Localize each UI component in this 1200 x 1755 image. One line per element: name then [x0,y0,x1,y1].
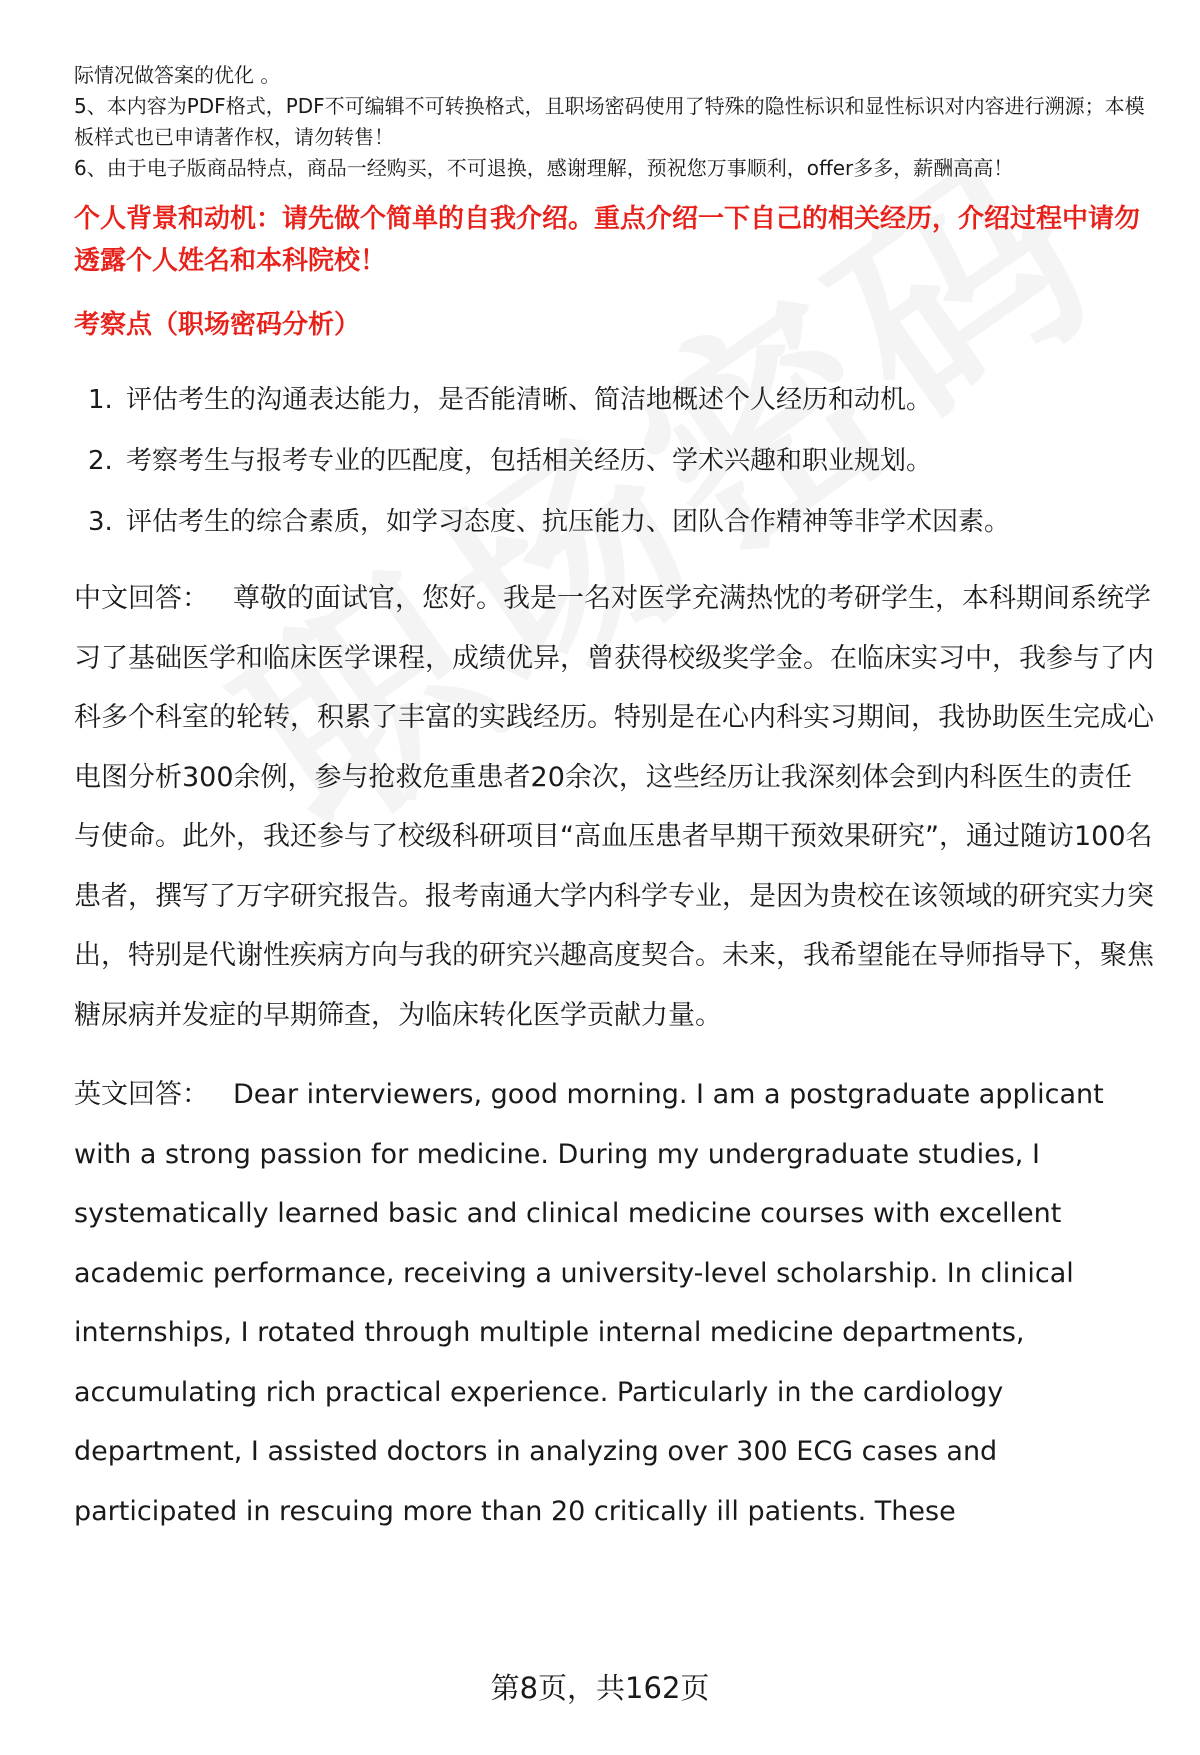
note-line: 5、本内容为PDF格式，PDF不可编辑不可转换格式，且职场密码使用了特殊的隐性标识和显性标识对内容进行溯源；本模板样式也已申请著作权，请勿转售！ [74,94,1145,149]
english-answer-text: Dear interviewers, good morning. I am a postgraduate applicant with a strong passion for medicine. During my undergraduate studies, I systematically learned basic and clinical medicine courses with excellent academic performance, receiving a university-level scholarship. In clinical internships, I rotated through multiple internal medicine departments, accumulating rich practical experience. Particularly in the cardiology department, I assisted doctors in analyzing over 300 ECG cases and participated in rescuing more than 20 critically ill patients. These [74,1079,1104,1527]
list-item-number: 3. [88,507,113,537]
focus-heading: 考察点（职场密码分析） [74,310,361,340]
question-heading: 个人背景和动机：请先做个简单的自我介绍。重点介绍一下自己的相关经历，介绍过程中请勿透露个人姓名和本科院校！ [74,204,1141,276]
list-item-text: 评估考生的沟通表达能力，是否能清晰、简洁地概述个人经历和动机。 [126,385,933,415]
note-line: 6、由于电子版商品特点，商品一经购买，不可退换，感谢理解，预祝您万事顺利，offer多多，薪酬高高！ [74,156,1014,180]
english-answer-label: 英文回答： [74,1079,209,1110]
chinese-answer-label: 中文回答： [74,583,209,614]
list-item-number: 1. [88,385,113,415]
note-line: 际情况做答案的优化 。 [74,63,281,87]
focus-points-list [74,370,1154,553]
page-content [74,60,1154,1541]
list-item-number: 2. [88,446,113,476]
list-item-text: 考察考生与报考专业的匹配度，包括相关经历、学术兴趣和职业规划。 [126,446,933,476]
list-item [88,370,1154,431]
list-item [88,492,1154,553]
chinese-answer [74,569,1154,1045]
list-item [88,431,1154,492]
page-number: 第8页，共162页 [490,1671,710,1705]
chinese-answer-text: 尊敬的面试官，您好。我是一名对医学充满热忱的考研学生，本科期间系统学习了基础医学和临床医学课程，成绩优异，曾获得校级奖学金。在临床实习中，我参与了内科多个科室的轮转，积累了丰富的实践经历。特别是在心内科实习期间，我协助医生完成心电图分析300余例，参与抢救危重患者20余次，这些经历让我深刻体会到内科医生的责任与使命。此外，我还参与了校级科研项目“高血压患者早期干预效果研究”，通过随访100名患者，撰写了万字研究报告。报考南通大学内科学专业，是因为贵校在该领域的研究实力突出，特别是代谢性疾病方向与我的研究兴趣高度契合。未来，我希望能在导师指导下，聚焦糖尿病并发症的早期筛查，为临床转化医学贡献力量。 [74,583,1154,1031]
notes-section [74,60,1154,184]
list-item-text: 评估考生的综合素质，如学习态度、抗压能力、团队合作精神等非学术因素。 [126,507,1011,537]
english-answer [74,1065,1154,1541]
